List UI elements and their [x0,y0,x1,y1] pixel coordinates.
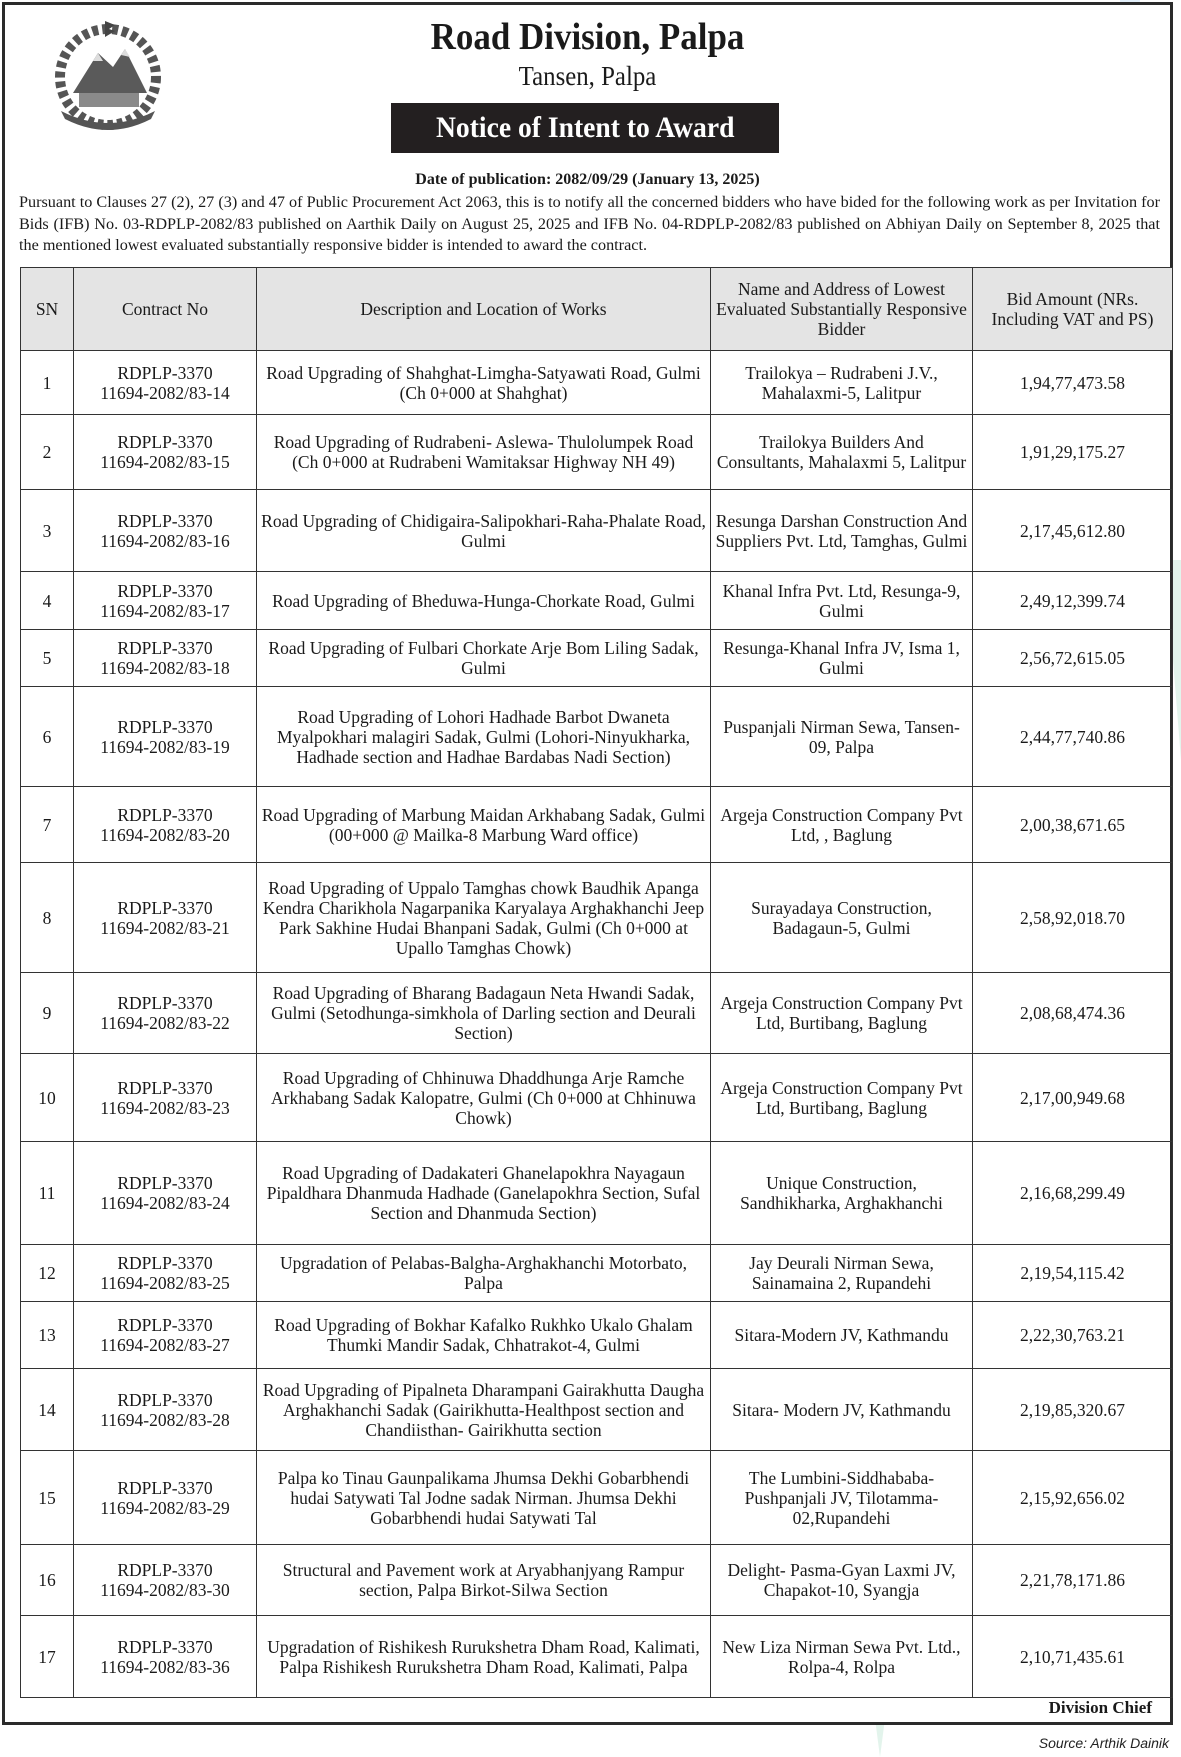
contract-code: RDPLP-3370 [117,638,213,658]
table-row [21,1142,1173,1245]
cell-contract [74,1054,257,1142]
contract-number: 11694-2082/83-23 [100,1097,230,1118]
contract-code: RDPLP-3370 [117,510,213,531]
cell-contract [74,572,257,630]
cell-description: Road Upgrading of Pipalneta Dharampani Gairakhutta Daugha Arghakhanchi Sadak (Gairikhutta-Healthpost section and Chandiisthan- Gairikhutta section [257,1369,711,1451]
notice-frame [2,2,1173,1725]
cell-sn: 16 [21,1545,74,1616]
cell-description: Road Upgrading of Bokhar Kafalko Rukhko Ukalo Ghalam Thumki Mandir Sadak, Chhatrakot-4, Gulmi [257,1302,711,1369]
table-row [21,687,1173,787]
cell-amount: 2,15,92,656.02 [973,1451,1173,1545]
cell-contract [74,973,257,1054]
cell-amount: 2,08,68,474.36 [973,973,1173,1054]
cell-bidder: The Lumbini-Siddhababa-Pushpanjali JV, Tilotamma-02,Rupandehi [711,1451,973,1545]
table-row [21,1616,1173,1698]
table-row [21,415,1173,490]
cell-description: Upgradation of Pelabas-Balgha-Arghakhanchi Motorbato, Palpa [257,1245,711,1302]
contract-number: 11694-2082/83-18 [100,658,230,678]
signature-division-chief: Division Chief [1048,1698,1152,1717]
cell-bidder: Delight- Pasma-Gyan Laxmi JV, Chapakot-10, Syangja [711,1545,973,1616]
cell-bidder: Sitara-Modern JV, Kathmandu [711,1302,973,1369]
contract-number: 11694-2082/83-19 [100,736,230,757]
contract-number: 11694-2082/83-14 [100,382,230,403]
cell-sn: 4 [21,572,74,630]
cell-amount: 2,58,92,018.70 [973,863,1173,973]
cell-sn: 2 [21,415,74,490]
cell-description: Road Upgrading of Fulbari Chorkate Arje Bom Liling Sadak, Gulmi [257,630,711,687]
contract-code: RDPLP-3370 [117,1315,213,1335]
source-credit: Source: Arthik Dainik [1038,1735,1169,1751]
table-row [21,1302,1173,1369]
table-row [21,1451,1173,1545]
contract-code: RDPLP-3370 [117,804,213,825]
contract-code: RDPLP-3370 [117,993,213,1013]
cell-bidder: Khanal Infra Pvt. Ltd, Resunga-9, Gulmi [711,572,973,630]
cell-description: Road Upgrading of Uppalo Tamghas chowk Baudhik Apanga Kendra Charikhola Nagarpanika Karyalaya Arghakhanchi Jeep Park Sakhine Hudai Bhanpani Sadak, Gulmi (Ch 0+000 at Upallo Tamghas Chowk) [257,863,711,973]
table-row [21,863,1173,973]
cell-sn: 10 [21,1054,74,1142]
contract-code: RDPLP-3370 [117,580,213,601]
table-row [21,973,1173,1054]
table-row [21,490,1173,572]
contract-code: RDPLP-3370 [117,432,213,452]
contract-code: RDPLP-3370 [117,1077,213,1098]
cell-contract [74,1369,257,1451]
cell-description: Road Upgrading of Bheduwa-Hunga-Chorkate Road, Gulmi [257,572,711,630]
cell-sn: 9 [21,973,74,1054]
contract-code: RDPLP-3370 [117,897,213,918]
cell-amount: 1,91,29,175.27 [973,415,1173,490]
cell-sn: 12 [21,1245,74,1302]
contract-number: 11694-2082/83-22 [100,1013,230,1033]
cell-bidder: Argeja Construction Company Pvt Ltd, , Baglung [711,787,973,863]
table-row [21,787,1173,863]
cell-sn: 15 [21,1451,74,1545]
cell-description: Road Upgrading of Chidigaira-Salipokhari-Raha-Phalate Road, Gulmi [257,490,711,572]
contract-number: 11694-2082/83-20 [100,824,230,845]
column-header-amount: Bid Amount (NRs. Including VAT and PS) [973,268,1173,351]
cell-bidder: New Liza Nirman Sewa Pvt. Ltd., Rolpa-4, Rolpa [711,1616,973,1698]
cell-sn: 3 [21,490,74,572]
cell-bidder: Surayadaya Construction, Badagaun-5, Gulmi [711,863,973,973]
contract-code: RDPLP-3370 [117,1173,213,1193]
cell-bidder: Puspanjali Nirman Sewa, Tansen-09, Palpa [711,687,973,787]
cell-sn: 1 [21,351,74,415]
contract-code: RDPLP-3370 [117,362,213,383]
cell-description: Road Upgrading of Shahghat-Limgha-Satyawati Road, Gulmi (Ch 0+000 at Shahghat) [257,351,711,415]
cell-contract [74,1616,257,1698]
table-row [21,1245,1173,1302]
contract-number: 11694-2082/83-17 [100,600,230,621]
cell-contract [74,1142,257,1245]
cell-amount: 2,00,38,671.65 [973,787,1173,863]
notice-banner-text: Notice of Intent to Award [435,111,735,144]
cell-description: Road Upgrading of Bharang Badagaun Neta Hwandi Sadak, Gulmi (Setodhunga-simkhola of Darling section and Deurali Section) [257,973,711,1054]
cell-contract [74,787,257,863]
contract-number: 11694-2082/83-27 [100,1335,230,1355]
cell-bidder: Unique Construction, Sandhikharka, Arghakhanchi [711,1142,973,1245]
cell-bidder: Argeja Construction Company Pvt Ltd, Burtibang, Baglung [711,1054,973,1142]
column-header-contract: Contract No [74,268,257,351]
cell-contract [74,1302,257,1369]
cell-description: Road Upgrading of Chhinuwa Dhaddhunga Arje Ramche Arkhabang Sadak Kalopatre, Gulmi (Ch 0+000 at Chhinuwa Chowk) [257,1054,711,1142]
cell-description: Road Upgrading of Marbung Maidan Arkhabang Sadak, Gulmi (00+000 @ Mailka-8 Marbung Ward office) [257,787,711,863]
cell-bidder: Trailokya Builders And Consultants, Mahalaxmi 5, Lalitpur [711,415,973,490]
cell-contract [74,863,257,973]
cell-bidder: Argeja Construction Company Pvt Ltd, Burtibang, Baglung [711,973,973,1054]
cell-contract [74,1245,257,1302]
contract-number: 11694-2082/83-24 [100,1193,230,1213]
cell-contract [74,630,257,687]
cell-description: Road Upgrading of Dadakateri Ghanelapokhra Nayagaun Pipaldhara Dhanmuda Hadhade (Ganelapokhra Section, Sufal Section and Dhanmuda Section) [257,1142,711,1245]
contract-number: 11694-2082/83-21 [100,917,230,938]
cell-amount: 2,44,77,740.86 [973,687,1173,787]
cell-amount: 2,17,45,612.80 [973,490,1173,572]
intro-paragraph: Pursuant to Clauses 27 (2), 27 (3) and 47 of Public Procurement Act 2063, this is to notify all the concerned bidders who have bided for the following work as per Invitation for Bids (IFB) No. 03-RDPLP-2082/83 published on Aarthik Daily on August 25, 2025 and IFB No. 04-RDPLP-2082/83 published on Abhiyan Daily on September 8, 2025 that the mentioned lowest evaluated substantially responsive bidder is intended to award the contract. [19,193,1160,254]
contract-number: 11694-2082/83-30 [100,1580,230,1600]
table-row [21,572,1173,630]
page-title: Road Division, Palpa [430,16,745,58]
cell-amount: 2,49,12,399.74 [973,572,1173,630]
contract-number: 11694-2082/83-28 [100,1409,230,1430]
cell-contract [74,351,257,415]
contract-code: RDPLP-3370 [117,1253,213,1273]
publication-date: Date of publication: 2082/09/29 (January 13, 2025) [415,171,760,188]
cell-bidder: Resunga Darshan Construction And Suppliers Pvt. Ltd, Tamghas, Gulmi [711,490,973,572]
table-row [21,1545,1173,1616]
contract-code: RDPLP-3370 [117,1477,213,1498]
cell-bidder: Sitara- Modern JV, Kathmandu [711,1369,973,1451]
cell-amount: 2,17,00,949.68 [973,1054,1173,1142]
cell-contract [74,1545,257,1616]
table-row [21,351,1173,415]
cell-amount: 1,94,77,473.58 [973,351,1173,415]
column-header-description: Description and Location of Works [257,268,711,351]
table-body [21,351,1173,1698]
cell-sn: 11 [21,1142,74,1245]
cell-contract [74,687,257,787]
cell-description: Road Upgrading of Lohori Hadhade Barbot Dwaneta Myalpokhari malagiri Sadak, Gulmi (Lohori-Ninyukharka, Hadhade section and Hadhae Bardabas Nadi Section) [257,687,711,787]
contract-number: 11694-2082/83-15 [100,452,230,472]
contract-number: 11694-2082/83-36 [100,1656,230,1677]
cell-amount: 2,22,30,763.21 [973,1302,1173,1369]
table-row [21,1054,1173,1142]
cell-contract [74,1451,257,1545]
contract-number: 11694-2082/83-16 [100,530,230,551]
contract-code: RDPLP-3370 [117,1636,213,1657]
cell-sn: 17 [21,1616,74,1698]
awards-table [20,267,1173,1698]
cell-description: Upgradation of Rishikesh Rurukshetra Dham Road, Kalimati, Palpa Rishikesh Rurukshetra Dham Road, Kalimati, Palpa [257,1616,711,1698]
cell-sn: 13 [21,1302,74,1369]
notice-banner [391,103,779,153]
column-header-sn: SN [21,268,74,351]
cell-bidder: Jay Deurali Nirman Sewa, Sainamaina 2, Rupandehi [711,1245,973,1302]
cell-sn: 14 [21,1369,74,1451]
cell-amount: 2,21,78,171.86 [973,1545,1173,1616]
cell-contract [74,490,257,572]
cell-amount: 2,56,72,615.05 [973,630,1173,687]
contract-code: RDPLP-3370 [117,716,213,737]
cell-description: Structural and Pavement work at Aryabhanjyang Rampur section, Palpa Birkot-Silwa Section [257,1545,711,1616]
contract-code: RDPLP-3370 [117,1560,213,1580]
table-row [21,630,1173,687]
cell-sn: 6 [21,687,74,787]
cell-sn: 7 [21,787,74,863]
cell-bidder: Trailokya – Rudrabeni J.V., Mahalaxmi-5, Lalitpur [711,351,973,415]
cell-bidder: Resunga-Khanal Infra JV, Isma 1, Gulmi [711,630,973,687]
column-header-bidder: Name and Address of Lowest Evaluated Substantially Responsive Bidder [711,268,973,351]
cell-amount: 2,19,54,115.42 [973,1245,1173,1302]
table-row [21,1369,1173,1451]
contract-number: 11694-2082/83-25 [100,1273,230,1293]
cell-amount: 2,10,71,435.61 [973,1616,1173,1698]
page-subtitle: Tansen, Palpa [518,61,657,91]
cell-contract [74,415,257,490]
cell-sn: 5 [21,630,74,687]
cell-amount: 2,19,85,320.67 [973,1369,1173,1451]
table-header-row [21,268,1173,351]
cell-sn: 8 [21,863,74,973]
cell-description: Road Upgrading of Rudrabeni- Aslewa- Thulolumpek Road (Ch 0+000 at Rudrabeni Wamitaksar Highway NH 49) [257,415,711,490]
cell-amount: 2,16,68,299.49 [973,1142,1173,1245]
cell-description: Palpa ko Tinau Gaunpalikama Jhumsa Dekhi Gobarbhendi hudai Satywati Tal Jodne sadak Nirman. Jhumsa Dekhi Gobarbhendi hudai Satywati Tal [257,1451,711,1545]
contract-code: RDPLP-3370 [117,1389,213,1410]
contract-number: 11694-2082/83-29 [100,1497,230,1518]
